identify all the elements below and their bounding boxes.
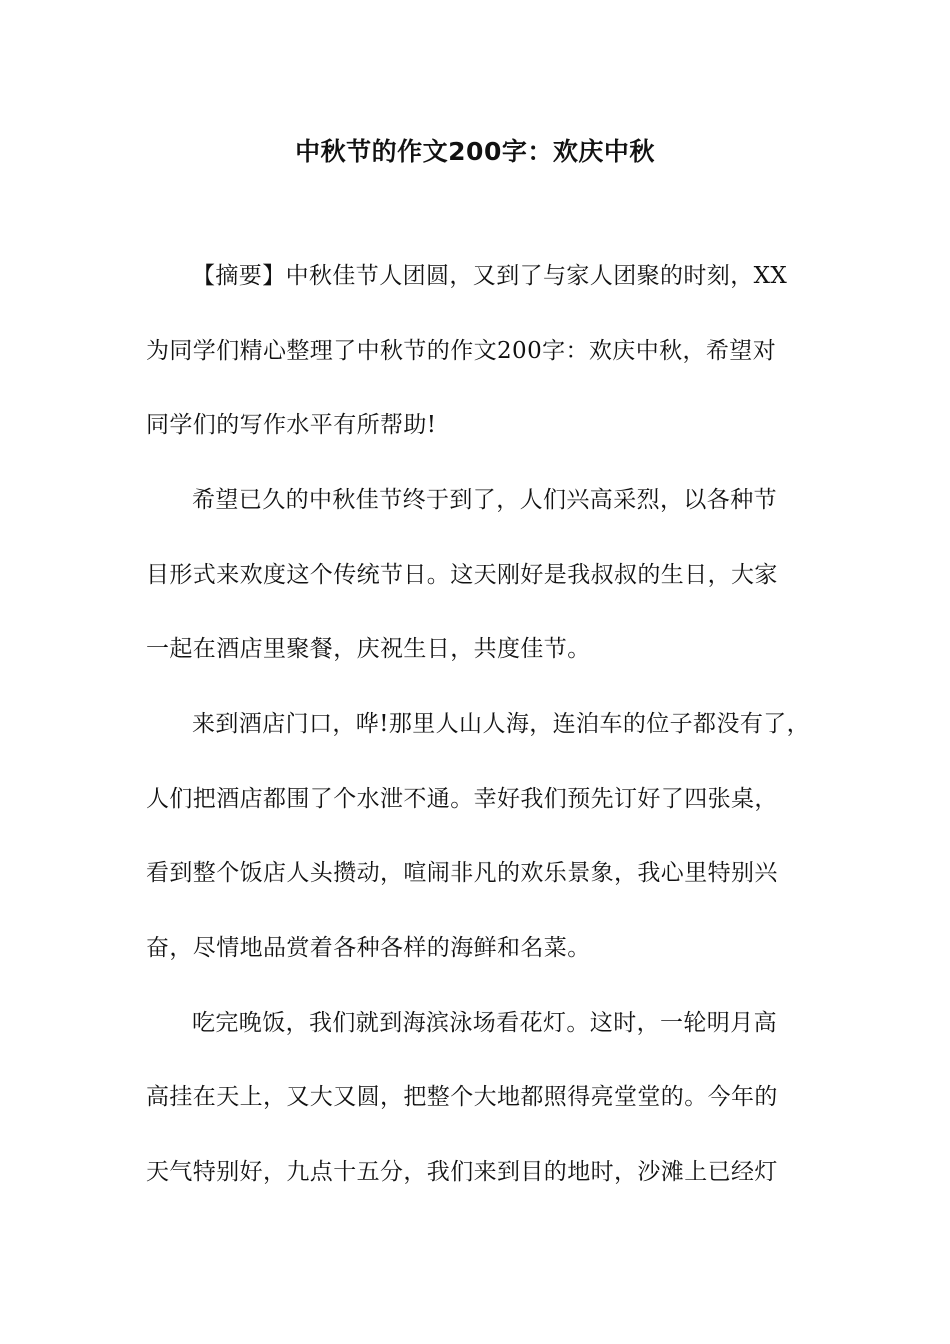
paragraph-line: 希望已久的中秋佳节终于到了，人们兴高采烈，以各种节 bbox=[192, 487, 777, 513]
paragraph-line: 看到整个饭店人头攒动，喧闹非凡的欢乐景象，我心里特别兴 bbox=[146, 860, 778, 886]
paragraph-line: 同学们的写作水平有所帮助! bbox=[146, 412, 437, 438]
paragraph-line: 来到酒店门口，哗!那里人山人海，连泊车的位子都没有了， bbox=[192, 711, 811, 737]
paragraph-line: 天气特别好，九点十五分，我们来到目的地时，沙滩上已经灯 bbox=[146, 1159, 778, 1185]
paragraph-line: 目形式来欢度这个传统节日。这天刚好是我叔叔的生日，大家 bbox=[146, 562, 778, 588]
paragraph-line: 高挂在天上，又大又圆，把整个大地都照得亮堂堂的。今年的 bbox=[146, 1084, 778, 1110]
paragraph-line: 人们把酒店都围了个水泄不通。幸好我们预先订好了四张桌， bbox=[146, 786, 778, 812]
paragraph-line: 吃完晚饭，我们就到海滨泳场看花灯。这时，一轮明月高 bbox=[192, 1010, 777, 1036]
paragraph-line: 为同学们精心整理了中秋节的作文200字：欢庆中秋，希望对 bbox=[146, 338, 777, 364]
paragraph-line: 奋，尽情地品赏着各种各样的海鲜和名菜。 bbox=[146, 935, 591, 961]
paragraph-line: 一起在酒店里聚餐，庆祝生日，共度佳节。 bbox=[146, 636, 591, 662]
paragraph-line: 【摘要】中秋佳节人团圆，又到了与家人团聚的时刻，XX bbox=[192, 263, 788, 289]
document-title: 中秋节的作文200字：欢庆中秋 bbox=[295, 137, 655, 166]
